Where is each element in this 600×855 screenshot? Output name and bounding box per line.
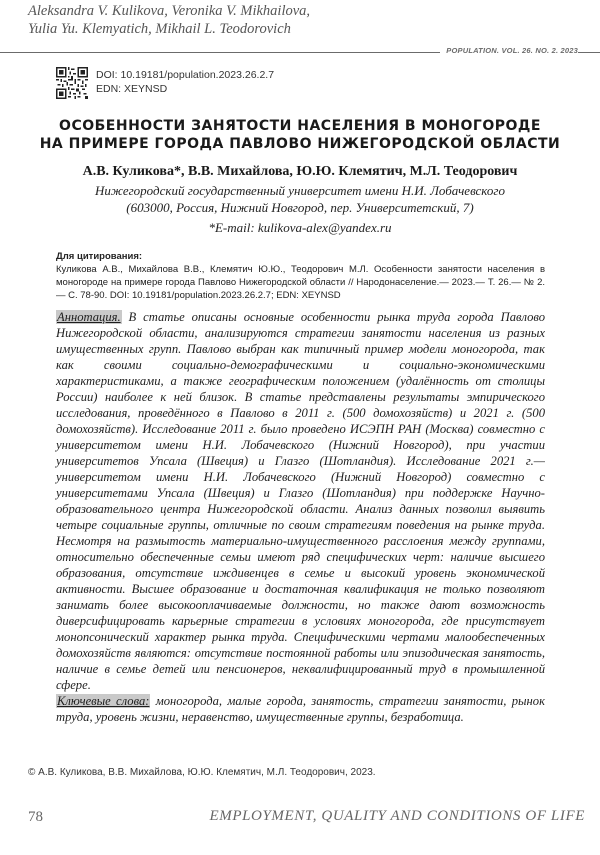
edn-text: EDN: XEYNSD bbox=[96, 82, 274, 96]
abstract-label: Аннотация. bbox=[56, 310, 122, 324]
running-header-journal: POPULATION. VOL. 26. NO. 2. 2023 bbox=[440, 45, 578, 57]
affiliation-line1: Нижегородский государственный университет имени Н.И. Лобачевского bbox=[20, 182, 580, 199]
keywords-label: Ключевые слова: bbox=[56, 694, 150, 708]
qr-code-icon bbox=[56, 67, 88, 99]
page-number: 78 bbox=[28, 809, 43, 826]
copyright: © А.В. Куликова, В.В. Михайлова, Ю.Ю. Клемятич, М.Л. Теодорович, 2023. bbox=[28, 767, 376, 778]
citation-text: Куликова А.В., Михайлова В.В., Клемятич Ю.Ю., Теодорович М.Л. Особенности занятости населения в моногороде на примере города Павлово Нижегородской области // Народонаселение.— 2023.— Т. 26.— № 2.— С. 78-90. DOI: 10.19181/population.2023.26.2.7; EDN: XEYNSD bbox=[56, 263, 545, 302]
footer-section-title: EMPLOYMENT, QUALITY AND CONDITIONS OF LIFE bbox=[209, 808, 585, 825]
article-title-line2: НА ПРИМЕРЕ ГОРОДА ПАВЛОВО НИЖЕГОРОДСКОЙ ОБЛАСТИ bbox=[20, 135, 580, 153]
article-authors: А.В. Куликова*, В.В. Михайлова, Ю.Ю. Клемятич, М.Л. Теодорович bbox=[20, 164, 580, 180]
affiliation bbox=[20, 182, 580, 216]
article-title bbox=[20, 117, 580, 153]
affiliation-line2: (603000, Россия, Нижний Новгород, пер. Университетский, 7) bbox=[20, 199, 580, 216]
running-header-authors-line2: Yulia Yu. Klemyatich, Mikhail L. Teodorovich bbox=[28, 20, 468, 38]
author-email: *E-mail: kulikova-alex@yandex.ru bbox=[20, 220, 580, 236]
running-header-authors-line1: Aleksandra V. Kulikova, Veronika V. Mikhailova, bbox=[28, 2, 468, 20]
doi-block bbox=[96, 68, 274, 96]
article-title-line1: ОСОБЕННОСТИ ЗАНЯТОСТИ НАСЕЛЕНИЯ В МОНОГОРОДЕ bbox=[20, 117, 580, 135]
abstract bbox=[56, 309, 545, 725]
citation-heading: Для цитирования: bbox=[56, 251, 142, 262]
running-header-authors bbox=[28, 2, 468, 38]
doi-text: DOI: 10.19181/population.2023.26.2.7 bbox=[96, 68, 274, 82]
keywords-text: моногорода, малые города, занятость, стратегии занятости, рынок труда, уровень жизни, неравенство, имущественные группы, безработица. bbox=[56, 694, 545, 724]
abstract-text: В статье описаны основные особенности рынка труда города Павлово Нижегородской области, анализируются стратегии занятости населения из разных имущественных групп. Павлово выбран как типичный пример модели моногорода, так как своими социально-демографическими и социально-экономическими характеристиками, а также географическим положением (удалённость от столицы России) наиболее к ней близок. В статье представлены результаты эмпирического исследования, проведённого в Павлово в 2011 г. (500 домохозяйств) и 2021 г. (500 домохозяйств). Исследование 2011 г. было проведено ИСЭПН РАН (Москва) совместно с университетом имени Н.И. Лобачевского (Нижний Новгород), при участии университетов Упсала (Швеция) и Глазго (Шотландия). Исследование 2021 г.— университетом имени Н.И. Лобачевского (Нижний Новгород) совместно с университетами Упсала (Швеция) и Глазго (Шотландия) при поддержке Научно-образовательного центра Нижегородской области. Анализ данных позволил выявить четыре социальные группы, отличные по своим стратегиям поведения на рынке труда. Несмотря на размытость материально-имущественного расслоения между группами, относительно обеспеченные семьи имеют ряд специфических черт: наличие высшего образования, отсутствие иждивенцев в семье и высокий уровень экономической активности. Высшее образование и достаточная квалификация не только позволяют занимать более высокооплачиваемые должности, но также дают возможность диверсифицировать карьерные стратегии в условиях моногорода, где присутствует монопсонический характер рынка труда. Специфическими чертами малообеспеченных домохозяйств являются: отсутствие постоянной работы или эпизодическая занятость, наличие в семье детей или пенсионеров, неквалифицированный труд в промышленной сфере. bbox=[56, 310, 545, 692]
